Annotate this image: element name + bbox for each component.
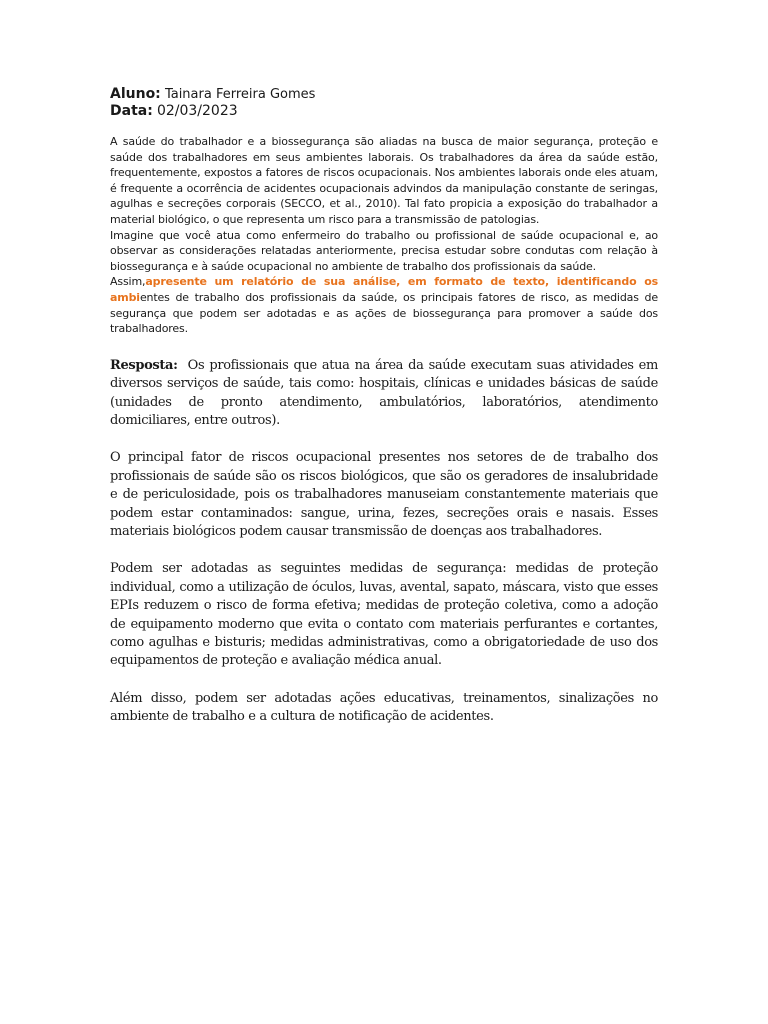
prompt-paragraph: Imagine que você atua como enfermeiro do trabalho ou profissional de saúde ocupacional e, ao observar as considerações relatadas anteriormente, precisa estudar sobre condutas com relação à biossegurança e à saúde ocupacional no ambiente de trabalho dos profissionais da saúde. (110, 228, 658, 273)
date-value: 02/03/2023 (156, 103, 238, 119)
answer-paragraph: Além disso, podem ser adotadas ações educativas, treinamentos, sinalizações no ambiente de trabalho e a cultura de notificação de acidentes. (110, 690, 658, 725)
student-name: Tainara Ferreira Gomes (164, 87, 316, 102)
prompt-paragraph-task (110, 274, 658, 336)
document-page (110, 86, 658, 746)
answer-paragraph (110, 357, 658, 431)
answer-paragraph: Podem ser adotadas as seguintes medidas de segurança: medidas de proteção individual, como a utilização de óculos, luvas, avental, sapato, máscara, visto que esses EPIs reduzem o risco de forma efetiva; medidas de proteção coletiva, como a adoção de equipamento moderno que evita o contato com materiais perfurantes e cortantes, como agulhas e bisturis; medidas administrativas, como a obrigatoriedade de uso dos equipamentos de proteção e avaliação médica anual. (110, 561, 658, 669)
answer-section (110, 357, 658, 727)
student-label: Aluno: (110, 86, 161, 102)
date-label: Data: (110, 103, 153, 119)
prompt-task-highlight: apresente um relatório de sua análise, em formato de texto, identificando os ambi (110, 275, 658, 304)
prompt-task-end: entes de trabalho dos profissionais da saúde, os principais fatores de risco, as medidas de segurança que podem ser adotadas e as ações de biossegurança para promover a saúde dos trabalhadores. (110, 290, 658, 336)
answer-paragraph: O principal fator de riscos ocupacional presentes nos setores de de trabalho dos profissionais de saúde são os riscos biológicos, que são os geradores de insalubridade e de periculosidade, pois os trabalhadores manuseiam constantemente materiais que podem estar contaminados: sangue, urina, fezes, secreções orais e nasais. Esses materiais biológicos podem causar transmissão de doenças aos trabalhadores. (110, 450, 658, 539)
prompt-paragraph: A saúde do trabalhador e a biossegurança são aliadas na busca de maior segurança, proteção e saúde dos trabalhadores em seus ambientes laborais. Os trabalhadores da área da saúde estão, frequentemente, expostos a fatores de riscos ocupacionais. Nos ambientes laborais onde eles atuam, é frequente a ocorrência de acidentes ocupacionais advindos da manipulação constante de seringas, agulhas e secreções corporais (SECCO, et al., 2010). Tal fato propicia a exposição do trabalhador a material biológico, o que representa um risco para a transmissão de patologias. (110, 135, 658, 226)
answer-text: Os profissionais que atua na área da saúde executam suas atividades em diversos serviços de saúde, tais como: hospitais, clínicas e unidades básicas de saúde (unidades de pronto atendimento, ambulatórios, laboratórios, atendimento domiciliares, entre outros). (110, 357, 658, 428)
student-line (110, 86, 658, 103)
date-line (110, 103, 658, 120)
assignment-prompt (110, 134, 658, 337)
answer-label: Resposta: (110, 357, 178, 373)
prompt-task-start: Assim, (110, 275, 146, 289)
